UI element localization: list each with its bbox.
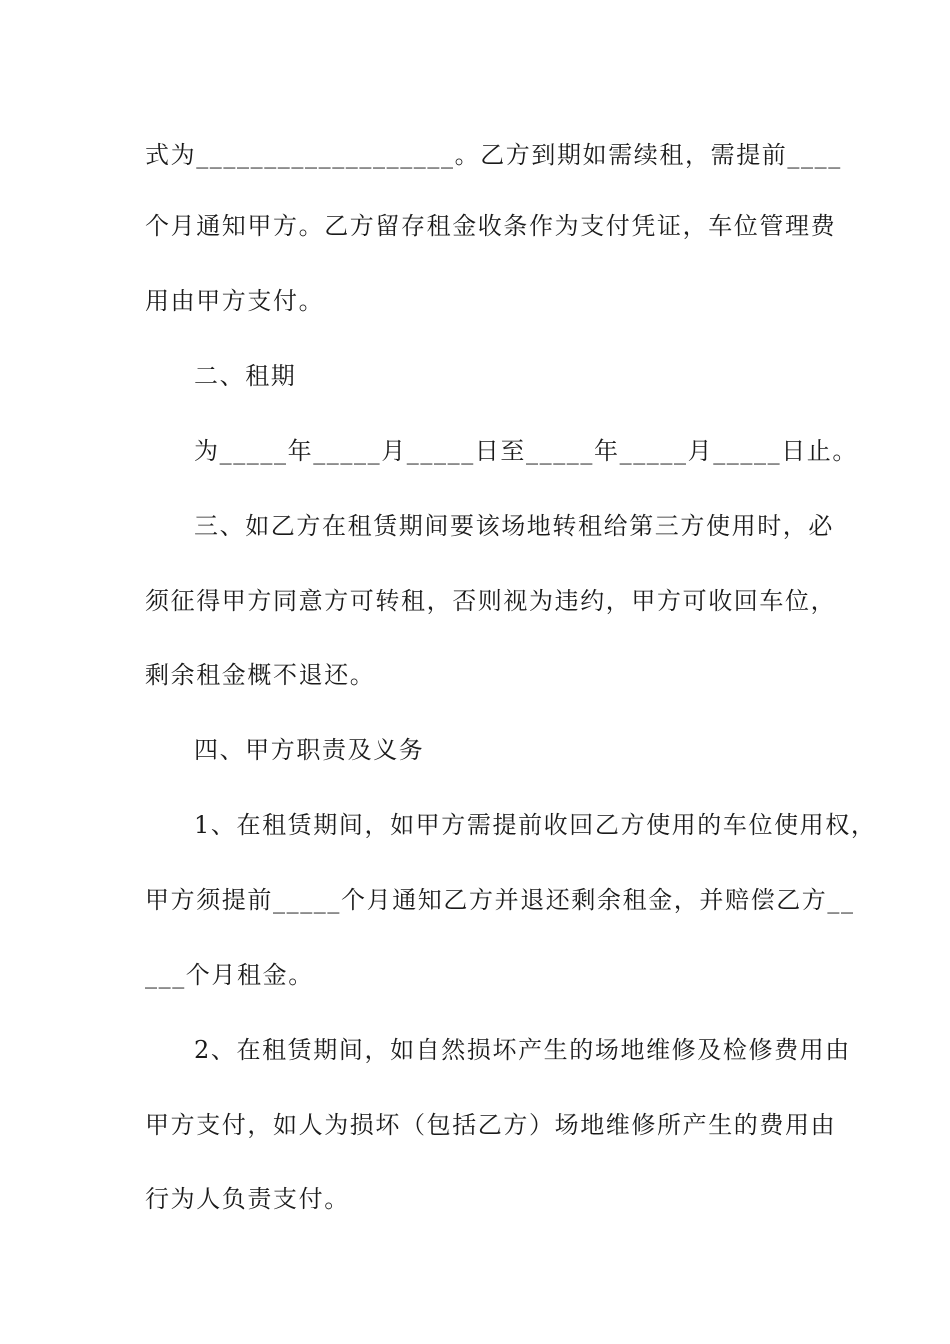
section-heading-term: 二、租期 — [194, 362, 297, 390]
text-line-duty1-2: 甲方须提前_____个月通知乙方并退还剩余租金，并赔偿乙方__ — [145, 886, 855, 914]
text-line-2: 个月通知甲方。乙方留存租金收条作为支付凭证，车位管理费 — [145, 212, 837, 240]
section-heading-duties: 四、甲方职责及义务 — [194, 736, 425, 764]
text-line-sublease-1: 三、如乙方在租赁期间要该场地转租给第三方使用时，必 — [194, 512, 834, 540]
text-line-term: 为_____年_____月_____日至_____年_____月_____日止。 — [194, 437, 858, 465]
text-line-duty1-3: ___个月租金。 — [145, 961, 314, 989]
text-line-duty2-3: 行为人负责支付。 — [145, 1185, 350, 1213]
text-line-duty1-1: 1、在租赁期间，如甲方需提前收回乙方使用的车位使用权， — [194, 811, 877, 839]
text-line-duty2-1: 2、在租赁期间，如自然损坏产生的场地维修及检修费用由 — [194, 1036, 851, 1064]
text-line-sublease-3: 剩余租金概不退还。 — [145, 661, 376, 689]
text-line-1: 式为___________________。乙方到期如需续租，需提前____ — [145, 141, 842, 169]
text-line-3: 用由甲方支付。 — [145, 287, 325, 315]
text-line-sublease-2: 须征得甲方同意方可转租，否则视为违约，甲方可收回车位， — [145, 587, 837, 615]
text-line-duty2-2: 甲方支付，如人为损坏（包括乙方）场地维修所产生的费用由 — [145, 1111, 837, 1139]
